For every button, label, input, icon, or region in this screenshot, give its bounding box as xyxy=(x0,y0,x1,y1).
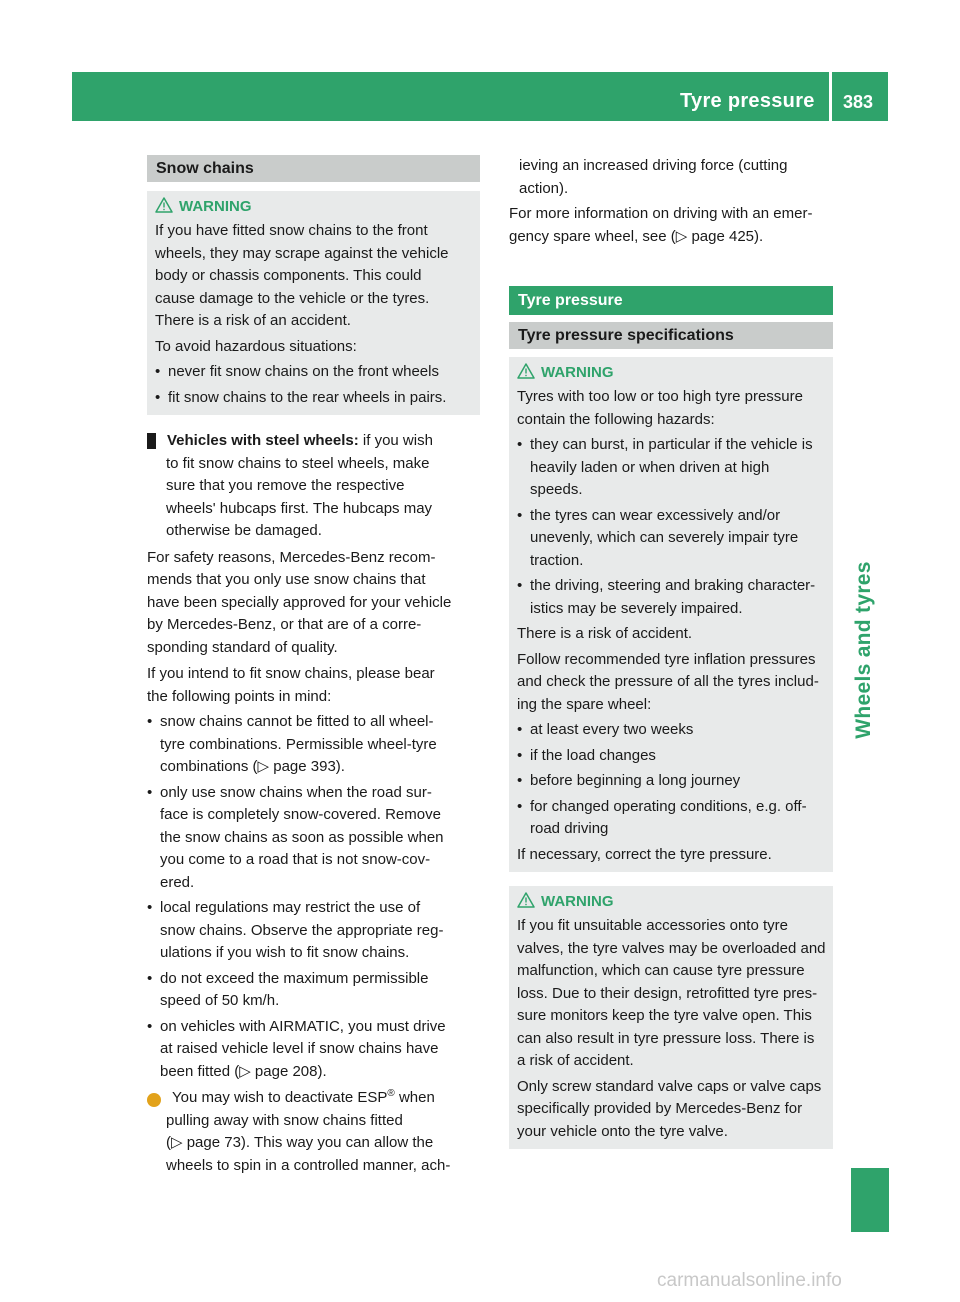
warning-bullet: • fit snow chains to the rear wheels in pairs. xyxy=(155,388,447,406)
note-line: to fit snow chains to steel wheels, make xyxy=(166,454,430,472)
list-item: • do not exceed the maximum permissible speed of 50 km/h. xyxy=(147,969,429,1009)
paragraph-points: If you intend to fit snow chains, please bear the following points in mind: xyxy=(147,665,435,705)
chapter-side-tab-label: Wheels and tyres xyxy=(852,561,875,739)
info-icon: i xyxy=(147,1093,161,1107)
warning-text-line: There is a risk of an accident. xyxy=(155,312,351,329)
note-line: sure that you remove the respective xyxy=(166,477,405,494)
hazard-bullet: • the tyres can wear excessively and/or unevenly, which can severely impair tyre traction. xyxy=(517,506,799,569)
note-steel-wheels xyxy=(139,430,480,543)
warning-triangle-icon xyxy=(517,363,535,379)
paragraph-safety: For safety reasons, Mercedes-Benz recom- mends that you only use snow chains that have been specially approved for your vehicle by Mercedes-Benz, or that are of a corre- sponding standard of quality. xyxy=(147,548,452,656)
list-item: • snow chains cannot be fitted to all wheel- tyre combinations. Permissible wheel-tyre combinations (▷ page 393). xyxy=(147,713,437,775)
section-heading-tyre-pressure: Tyre pressure xyxy=(509,286,833,315)
chapter-marker-block xyxy=(851,1168,889,1232)
check-bullet: • before beginning a long journey xyxy=(517,772,741,789)
page-number: 383 xyxy=(843,92,874,112)
check-bullet: • at least every two weeks xyxy=(517,721,694,738)
check-bullet: • for changed operating conditions, e.g. off- road driving xyxy=(517,797,807,837)
warning-text-line: body or chassis components. This could xyxy=(155,267,422,284)
warning-text-line: wheels, they may scrape against the vehicle xyxy=(155,244,449,262)
note-first-line: ! Vehicles with steel wheels: if you wish xyxy=(139,432,433,449)
warning-box-snow-chains xyxy=(147,191,480,415)
note-line: wheels' hubcaps first. The hubcaps may xyxy=(166,499,433,517)
snow-chain-bullet-list xyxy=(147,711,480,1083)
warning-text-line: If you have fitted snow chains to the front xyxy=(155,222,428,239)
check-bullet: • if the load changes xyxy=(517,746,656,764)
list-item: • on vehicles with AIRMATIC, you must drive at raised vehicle level if snow chains have been fitted (▷ page 208). xyxy=(147,1017,446,1080)
warning-triangle-icon xyxy=(155,197,173,213)
hazard-bullet: • they can burst, in particular if the vehicle is heavily laden or when driven at high speeds. xyxy=(517,436,813,498)
left-column xyxy=(139,155,480,1177)
warning-bullet: • never fit snow chains on the front wheels xyxy=(155,363,439,380)
paragraph-spare-wheel: For more information on driving with an emer- gency spare wheel, see (▷ page 425). xyxy=(509,205,813,245)
section-heading-snow-chains: Snow chains xyxy=(147,155,480,182)
note-line: otherwise be damaged. xyxy=(166,522,322,539)
warning-title: WARNING xyxy=(517,362,827,383)
warning-avoid-text: To avoid hazardous situations: xyxy=(155,337,357,355)
list-item: • local regulations may restrict the use of snow chains. Observe the appropriate reg- ulations if you wish to fit snow chains. xyxy=(147,899,444,961)
right-column xyxy=(509,155,833,1149)
chapter-side-tab xyxy=(839,560,889,740)
warning-title: WARNING xyxy=(155,196,474,217)
warning-box-tyre-pressure: WARNING Tyres with too low or too high tyre pressure contain the following hazards: • they can burst, in particular if the vehicle is heavily laden or when driven at high speeds. • the tyres can wear excessively and/or unevenly, which can severely impair tyre traction. • the driving, steering and braking character- istics may be severely impaired. There is a risk of accident. Follow recommended tyre inflation pressures and check the pressure of all the tyres includ- ing the spare wheel: • at least every two weeks • if the load changes • before beginning a long journey • for changed operating conditions, e.g. off- road driving If necessary, correct the tyre pressure. xyxy=(509,357,833,872)
list-item: • only use snow chains when the road sur- face is completely snow-covered. Remove the snow chains as soon as possible when you come to a road that is not snow-cov- ered. xyxy=(147,783,444,891)
warning-box-tyre-valves: WARNING If you fit unsuitable accessories onto tyre valves, the tyre valves may be overloaded and malfunction, which can cause tyre pressure loss. Due to their design, retrofitted tyre pres- sure monitors keep the tyre valve open. This can also result in tyre pressure loss. There is a risk of accident. Only screw standard valve caps or valve caps specifically provided by Mercedes-Benz for your vehicle onto the tyre valve. xyxy=(509,886,833,1149)
hazard-bullet: • the driving, steering and braking character- istics may be severely impaired. xyxy=(517,577,816,617)
footer-watermark: carmanualsonline.info xyxy=(657,1270,842,1291)
continued-text: ieving an increased driving force (cutting action). xyxy=(519,157,788,197)
section-heading-tyre-pressure-specs: Tyre pressure specifications xyxy=(509,322,833,349)
warning-triangle-icon xyxy=(517,892,535,908)
running-header-title: Tyre pressure xyxy=(680,90,815,112)
info-note-esp: i You may wish to deactivate ESP® when pulling away with snow chains fitted (▷ page 73). This way you can allow the wheels to spin in a controlled manner, ach- xyxy=(142,1088,451,1174)
exclamation-icon: ! xyxy=(147,433,156,449)
header-divider xyxy=(829,72,832,121)
warning-title: WARNING xyxy=(517,891,827,912)
warning-text-line: cause damage to the vehicle or the tyres. xyxy=(155,289,430,307)
